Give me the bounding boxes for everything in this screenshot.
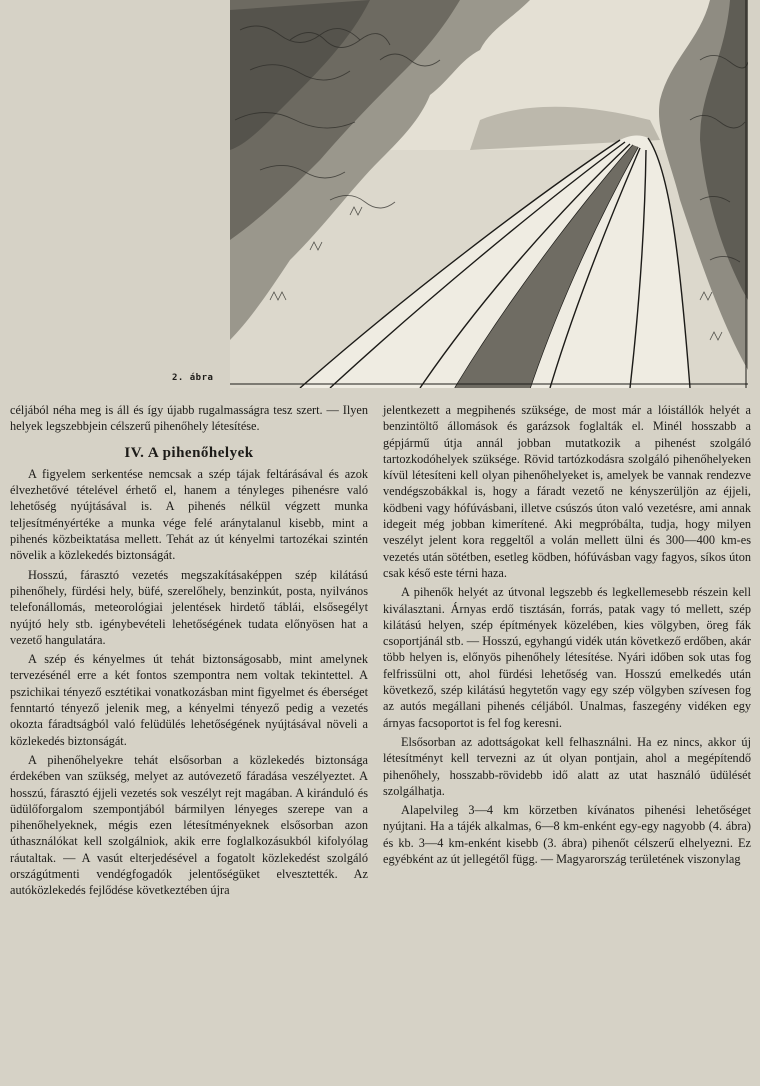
paragraph: A figyelem serkentése nemcsak a szép tájak feltárásával és azok élvezhetővé tételével érhető el, hanem a tényleges pihenésre való lehetőség nyújtásával is. A pihenés nélkül végzett munka teljesítményértéke a munka vége felé aránytalanul kisebb, mint a pihenés közbeiktatása mellett. Tehát az út kényelmi tartozékai szintén növelik a közlekedés biztonságát. — [10, 466, 368, 563]
paragraph: Hosszú, fárasztó vezetés megszakításaképpen szép kilátású pihenőhely, fürdési hely, büfé, szerelőhely, benzinkút, posta, nyilvános telefonállomás, meteorológiai jelentések hirdető táblái, elsősegélyt nyújtó hely stb. igénybevételi lehetőségének tudata előnyösen hat a vezető hangulatára. — [10, 567, 368, 647]
paragraph: A pihenőhelyekre tehát elsősorban a közlekedés biztonsága érdekében van szükség, melyet az autóvezető fáradása veszélyeztet. A hosszú, fárasztó éjjeli vezetés sok veszélyt rejt magában. A kiránduló és üdülőforgalom szempontjából bármilyen lényeges szerepe van a pihenőhelyeknek, mégis ezen létesítményeknek elsősorban azon úthasználókat kell szolgálniok, akik erre foglalkozásukból kifolyólag ráutaltak. — A vasút elterjedésével a fogatolt közlekedést szolgáló országútmenti vendégfogadók jelentőségüket elvesztették. Az autóközlekedés fejlődése következtében újra — [10, 752, 368, 898]
paragraph: A pihenők helyét az útvonal legszebb és legkellemesebb részein kell kiválasztani. Árnyas erdő tisztásán, forrás, patak vagy tó mellett, szép kilátású helyen, szép építmények közelében, kies völgyben, öreg fák csoportjánál stb. — Hosszú, egyhangú vidék után következő erdőben, akár több helyen is, előnyös pihenőhely létesítése. Nyári időben sok utas fog felfrissülni ott, ahol fürdési lehetőség van. Hosszú emelkedés után következő, szép kilátású hegytetőn vagy egy szép völgyben szívesen fog az autós megállani pihenés céljából. Unalmas, faszegény vidéken egy árnyas facsoportot is fel fog keresni. — [383, 585, 751, 730]
paragraph: Alapelvileg 3—4 km körzetben kívánatos pihenési lehetőséget nyújtani. Ha a tájék alkalmas, 6—8 km-enként egy-egy nagyobb (4. ábra) és kb. 3—4 km-enként kisebb (3. ábra) pihenőt célszerű elhelyezni. Ez egyébként az út jellegétől függ. — Magyarország területének viszonylag — [383, 803, 751, 867]
paragraph: A szép és kényelmes út tehát biztonságosabb, mint amelynek tervezésénél erre a két fontos szempontra nem voltak tekintettel. A pszichikai tényező esztétikai vonatkozásban mint figyelmet és éberséget fenntartó tényező jelenik meg, a kényelmi tényező pedig a vezetés okozta fáradtságból való felüdülés lehetőségének nyújtásával növeli a közlekedés biztonságát. — [10, 652, 368, 748]
road-through-trees-drawing — [230, 0, 748, 388]
continued-paragraph: céljából néha meg is áll és így újabb rugalmasságra tesz szert. — Ilyen helyek legszebbjein célszerű pihenőhely létesítése. — [10, 403, 368, 434]
continued-paragraph: jelentkezett a megpihenés szüksége, de most már a lóistállók helyét a benzintöltő állomások és garázsok foglalták el. Minél hosszabb a gépjármű útja annál jobban mutatkozik a pihenést szolgáló tartozkodóhelyek szüksége. Rövid tartózkodásra szolgáló pihenőhelyeken kívül létesíteni kell olyan pihenőhelyeket is, amelyek be vannak rendezve vendégszobákkal is, hogy a fáradt vezető ne kényszerüljön az éjjeli, ködbeni vagy hófúvásbani, illetve csúszós úton való vezetésre, ami annak idegeit még jobban kimerítené. Aki megpróbálta, tudja, hogy milyen veszélyt jelent kora reggeltől a volán mellett ülni és 300—400 km-es vezetés után sötétben, esetleg ködben, hófúvásban vagy fagyos, síkos úton csak késő este térni haza. — [383, 403, 751, 580]
paragraph: Elsősorban az adottságokat kell felhasználni. Ha ez nincs, akkor új létesítményt kell tervezni az út olyan pontjain, ahol a megépítendő pihenőhely, hosszabb-rövidebb idő alatt az utat használó üdülését szolgálhatja. — [383, 734, 751, 798]
figure-caption: 2. ábra — [172, 373, 214, 383]
road-illustration — [230, 0, 748, 388]
right-column — [383, 402, 751, 867]
left-column — [10, 402, 368, 899]
section-title: IV. A pihenőhelyek — [124, 444, 254, 461]
